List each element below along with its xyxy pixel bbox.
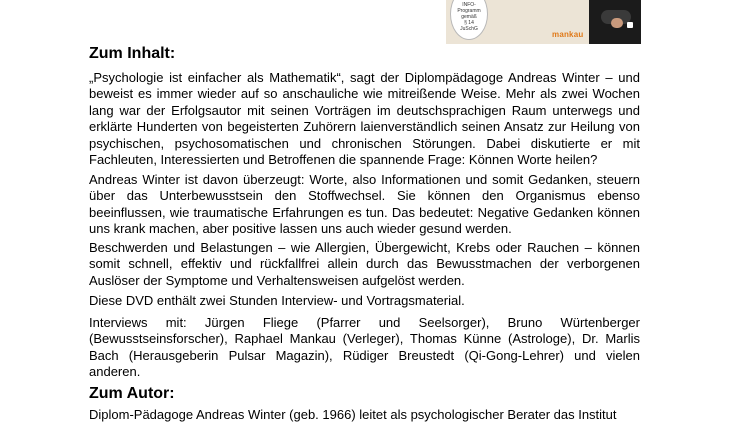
paragraph-conviction: Andreas Winter ist davon überzeugt: Worte, also Informationen und somit Gedanken, steuern über das Unterbewusstsein den Stoffwechsel. Sie können den Organismus ebenso beeinflussen, wie traumatische Erfahrungen es tun. Das bedeutet: Negative Gedanken können uns krank machen, aber positive lassen uns auch wieder gesund werden. [89, 172, 640, 237]
section-heading-autor: Zum Autor: [89, 385, 175, 402]
fsk-line: JuSchG [460, 26, 478, 32]
paragraph-dvd-content: Diese DVD enthält zwei Stunden Interview- und Vortragsmaterial. [89, 293, 465, 308]
section-heading-inhalt: Zum Inhalt: [89, 45, 176, 62]
fsk-line: Programm [457, 8, 481, 14]
author-hand [611, 18, 623, 28]
dvd-cover-image [446, 0, 641, 44]
publisher-logo: mankau [552, 30, 584, 39]
paragraph-complaints: Beschwerden und Belastungen – wie Allergien, Übergewicht, Krebs oder Rauchen – können somit schnell, effektiv und rückfallfrei allein durch das Bewusstmachen der verborgenen Auslöser der Symptome und Verhaltensweisen aufgelöst werden. [89, 240, 640, 288]
fsk-info-badge [450, 0, 488, 40]
author-photo [589, 0, 641, 44]
fsk-line: § 14 [464, 20, 474, 26]
fsk-line: INFO- [462, 2, 476, 8]
fsk-line: gemäß [461, 14, 477, 20]
author-cuff [627, 22, 633, 28]
paragraph-author: Diplom-Pädagoge Andreas Winter (geb. 1966) leitet als psychologischer Berater das Institut [89, 407, 617, 422]
paragraph-interviews: Interviews mit: Jürgen Fliege (Pfarrer und Seelsorger), Bruno Würtenberger (Bewusstseinsforscher), Raphael Mankau (Verleger), Thomas Künne (Astrologe), Dr. Marlis Bach (Herausgeberin Pulsar Magazin), Rüdiger Breustedt (Qi-Gong-Lehrer) und vielen anderen. [89, 315, 640, 380]
paragraph-intro: „Psychologie ist einfacher als Mathematik“, sagt der Diplompädagoge Andreas Winter – und beweist es immer wieder auf so anschauliche wie mitreißende Weise. Mehr als zwei Wochen lang war der Erfolgsautor mit seinen Vorträgen im deutschsprachigen Raum unterwegs und erklärte Hunderten von begeisterten Zuhörern laienverständlich seinen Ansatz zur Heilung von psychischen, psychosomatischen und chronischen Störungen. Dabei diskutierte er mit Fachleuten, Interessierten und Betroffenen die spannende Frage: Können Worte heilen? [89, 70, 640, 168]
